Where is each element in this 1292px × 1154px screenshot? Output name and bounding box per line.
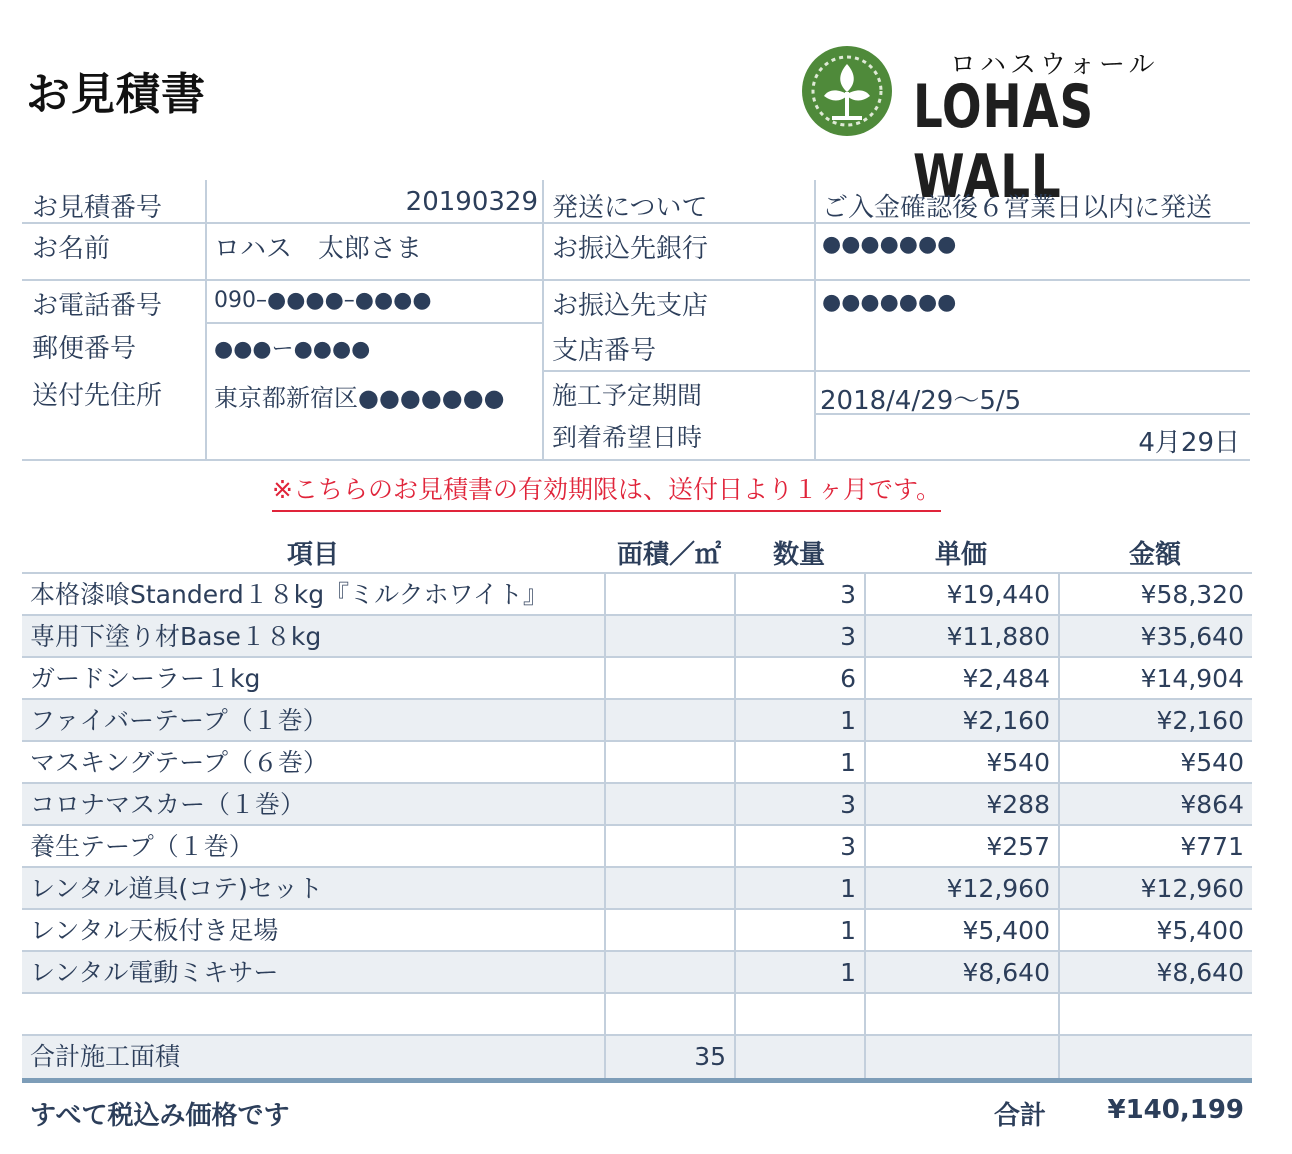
cell-item: レンタル天板付き足場 [30, 916, 279, 945]
cell-area [604, 826, 726, 868]
cell-amount [1058, 994, 1244, 1036]
cell-item: レンタル電動ミキサー [30, 958, 279, 987]
table-header [22, 530, 1252, 572]
bank-label: お振込先銀行 [552, 234, 709, 264]
cell-amount: ¥540 [1180, 748, 1244, 777]
cell-area [604, 742, 726, 784]
cell-qty [734, 1036, 856, 1078]
arrival-value: 4月29日 [1138, 428, 1240, 458]
branch-no-label: 支店番号 [552, 336, 657, 366]
cell-qty: 3 [840, 622, 856, 651]
cell-amount: ¥771 [1180, 832, 1244, 861]
customer-info-table [22, 180, 1250, 461]
cell-qty: 3 [840, 832, 856, 861]
cell-area [604, 658, 726, 700]
cell-item: 合計施工面積 [30, 1042, 181, 1071]
cell-area [604, 700, 726, 742]
estimate-no-value: 20190329 [405, 187, 538, 217]
cell-item: 専用下塗り材Base１８kg [30, 622, 322, 651]
cell-area [604, 868, 726, 910]
address-label: 送付先住所 [32, 381, 163, 411]
leaf-emblem-icon [800, 44, 894, 138]
cell-area [604, 574, 726, 616]
cell-amount: ¥864 [1180, 790, 1244, 819]
table-row [22, 908, 1252, 952]
table-row [22, 614, 1252, 658]
estimate-no-label: お見積番号 [32, 193, 163, 223]
header-area: 面積／㎡ [616, 540, 721, 570]
header-qty: 数量 [772, 540, 825, 570]
phone-label: お電話番号 [32, 291, 163, 321]
cell-unit-price [864, 994, 1050, 1036]
phone-value: 090–●●●●–●●●● [214, 288, 432, 313]
cell-amount: ¥14,904 [1140, 664, 1244, 693]
arrival-label: 到着希望日時 [552, 423, 703, 452]
cell-item: 本格漆喰Standerd１８kg『ミルクホワイト』 [30, 580, 548, 609]
cell-item: ファイバーテープ（１巻） [30, 706, 328, 735]
cell-qty: 3 [840, 580, 856, 609]
cell-qty: 6 [840, 664, 856, 693]
cell-qty: 1 [840, 916, 856, 945]
table-row [22, 572, 1252, 616]
header-item: 項目 [286, 540, 339, 570]
cell-item: 養生テープ（１巻） [30, 832, 254, 861]
cell-area [604, 994, 726, 1036]
cell-item: レンタル道具(コテ)セット [30, 874, 323, 903]
cell-qty [734, 994, 856, 1036]
table-row [22, 1034, 1252, 1078]
table-footer [22, 1078, 1252, 1131]
shipping-value: ご入金確認後６営業日以内に発送 [822, 193, 1213, 223]
cell-unit-price: ¥12,960 [946, 874, 1050, 903]
table-row [22, 824, 1252, 868]
table-row [22, 740, 1252, 784]
validity-notice: ※こちらのお見積書の有効期限は、送付日より１ヶ月です。 [272, 470, 941, 512]
logo-kana: ロハスウォール [950, 50, 1159, 80]
total-label: 合計 [994, 1101, 1047, 1131]
cell-qty: 1 [840, 706, 856, 735]
cell-amount: ¥12,960 [1140, 874, 1244, 903]
tax-note: すべて税込み価格です [30, 1101, 290, 1131]
cell-area [604, 616, 726, 658]
address-value: 東京都新宿区●●●●●●● [214, 384, 505, 412]
cell-qty: 1 [840, 958, 856, 987]
cell-unit-price: ¥2,160 [962, 706, 1050, 735]
cell-unit-price: ¥5,400 [962, 916, 1050, 945]
cell-amount: ¥58,320 [1140, 580, 1244, 609]
table-row [22, 950, 1252, 994]
cell-unit-price: ¥257 [986, 832, 1050, 861]
shipping-label: 発送について [552, 193, 708, 223]
cell-unit-price: ¥540 [986, 748, 1050, 777]
cell-area [604, 784, 726, 826]
cell-item [30, 994, 604, 1036]
cell-unit-price: ¥11,880 [946, 622, 1050, 651]
cell-qty: 1 [840, 748, 856, 777]
table-row [22, 782, 1252, 826]
bank-value: ●●●●●●● [822, 232, 957, 257]
name-label: お名前 [32, 234, 111, 264]
table-row [22, 992, 1252, 1036]
branch-value: ●●●●●●● [822, 290, 957, 315]
cell-item: マスキングテープ（６巻） [30, 748, 329, 777]
cell-amount: ¥5,400 [1156, 916, 1244, 945]
cell-unit-price: ¥8,640 [962, 958, 1050, 987]
cell-amount: ¥8,640 [1156, 958, 1244, 987]
cell-area [604, 952, 726, 994]
cell-area [604, 910, 726, 952]
cell-qty: 1 [840, 874, 856, 903]
header-unit-price: 単価 [934, 540, 987, 570]
period-label: 施工予定期間 [552, 381, 703, 410]
cell-unit-price [864, 1036, 1050, 1078]
postal-value: ●●●ー●●●● [214, 337, 371, 362]
page-title: お見積書 [26, 69, 206, 120]
name-value: ロハス 太郎さま [214, 234, 423, 264]
cell-item: ガードシーラー１kg [30, 664, 261, 693]
cell-amount: ¥35,640 [1140, 622, 1244, 651]
branch-label: お振込先支店 [552, 291, 709, 321]
table-row [22, 656, 1252, 700]
cell-unit-price: ¥19,440 [946, 580, 1050, 609]
period-value: 2018/4/29〜5/5 [820, 386, 1022, 416]
cell-unit-price: ¥2,484 [962, 664, 1050, 693]
logo-name: LOHAS WALL [913, 72, 1094, 212]
cell-item: コロナマスカー（１巻） [30, 790, 306, 819]
cell-unit-price: ¥288 [986, 790, 1050, 819]
cell-amount: ¥2,160 [1156, 706, 1244, 735]
header-amount: 金額 [1128, 540, 1181, 570]
table-row [22, 866, 1252, 910]
cell-amount [1058, 1036, 1244, 1078]
table-row [22, 698, 1252, 742]
cell-qty: 3 [840, 790, 856, 819]
postal-label: 郵便番号 [32, 334, 137, 364]
total-value: ¥140,199 [1107, 1095, 1244, 1125]
cell-area: 35 [694, 1042, 726, 1071]
